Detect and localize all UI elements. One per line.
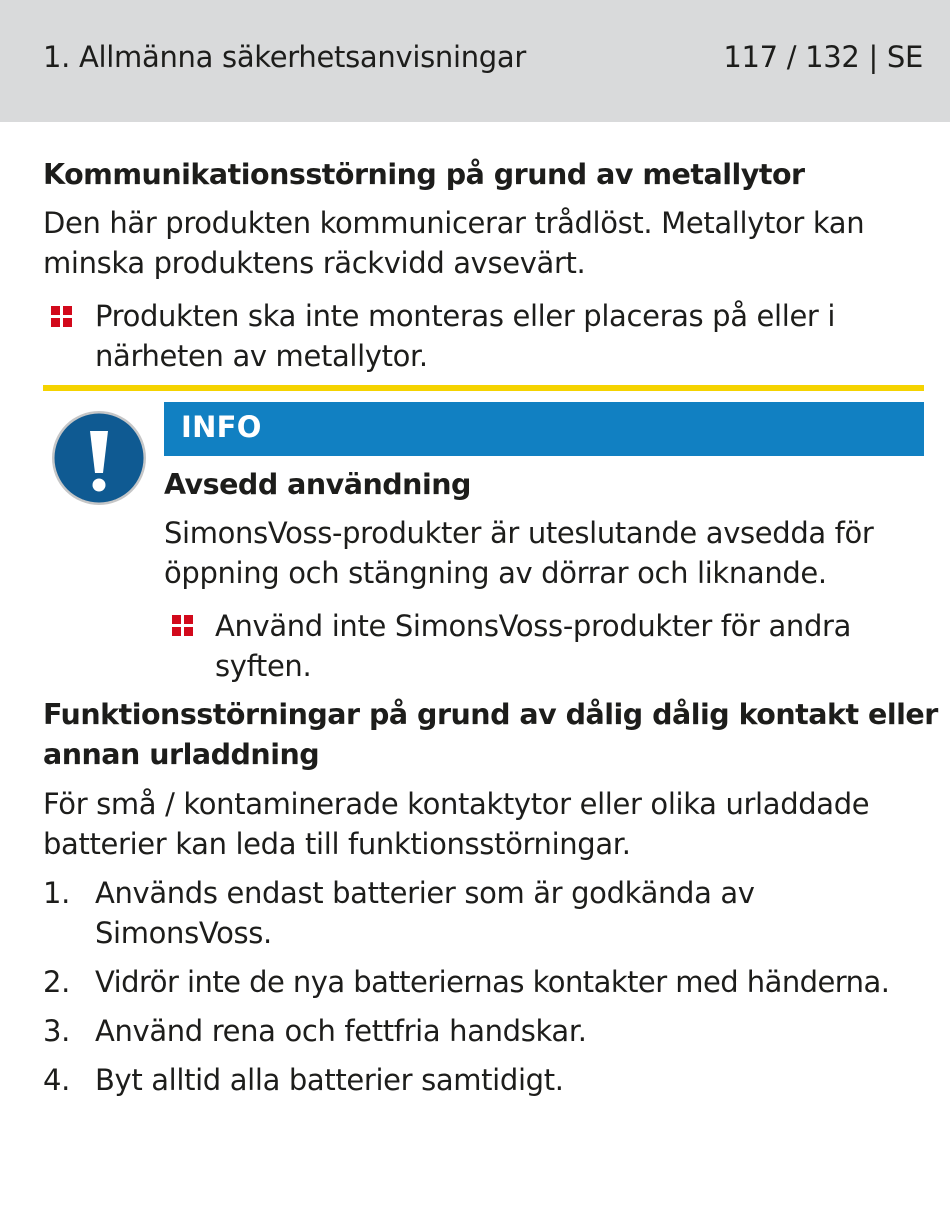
section-heading-contact: Funktionsstörningar på grund av dålig dålig kontakt eller <box>43 698 938 731</box>
step-text-line: Byt alltid alla batterier samtidigt. <box>95 1063 564 1097</box>
info-divider <box>43 385 924 391</box>
step-number: 1. <box>43 876 70 910</box>
section-heading-contact: annan urladdning <box>43 738 320 771</box>
page-header <box>0 0 950 122</box>
step-number: 3. <box>43 1014 70 1048</box>
step-number: 4. <box>43 1063 70 1097</box>
section-body-line: minska produktens räckvidd avsevärt. <box>43 246 586 280</box>
section-heading-metal: Kommunikationsstörning på grund av metallytor <box>43 158 805 191</box>
exclamation-icon <box>50 409 148 507</box>
step-text-line: Vidrör inte de nya batteriernas kontakter med händerna. <box>95 965 890 999</box>
info-bullet-line: syften. <box>215 649 312 683</box>
info-label: INFO <box>181 410 262 444</box>
info-body-line: öppning och stängning av dörrar och liknande. <box>164 556 827 590</box>
info-label-bar <box>164 402 924 456</box>
step-text-line: Använd rena och fettfria handskar. <box>95 1014 587 1048</box>
step-text-line: Används endast batterier som är godkända av <box>95 876 755 910</box>
page-number: 117 / 132 | SE <box>723 40 923 74</box>
step-number: 2. <box>43 965 70 999</box>
section-body-line: Den här produkten kommunicerar trådlöst. Metallytor kan <box>43 206 865 240</box>
section-body-line: batterier kan leda till funktionsstörningar. <box>43 827 631 861</box>
bullet-text-line: Produkten ska inte monteras eller placeras på eller i <box>95 299 836 333</box>
chapter-title: 1. Allmänna säkerhetsanvisningar <box>43 40 527 74</box>
section-body-line: För små / kontaminerade kontaktytor eller olika urladdade <box>43 787 870 821</box>
info-heading: Avsedd användning <box>164 468 471 501</box>
info-bullet-line: Använd inte SimonsVoss-produkter för andra <box>215 609 852 643</box>
bullet-text-line: närheten av metallytor. <box>95 339 428 373</box>
bullet-icon <box>172 615 194 637</box>
info-body-line: SimonsVoss-produkter är uteslutande avsedda för <box>164 516 874 550</box>
step-text-line: SimonsVoss. <box>95 916 272 950</box>
bullet-icon <box>51 306 73 328</box>
